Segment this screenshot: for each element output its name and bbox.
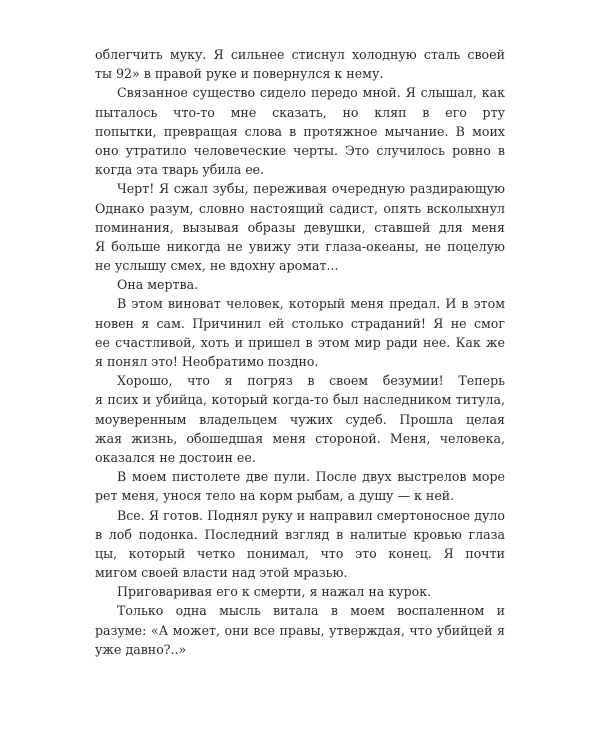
text-line: Я больше никогда не увижу эти глаза-океаны, не поцелую — [95, 238, 505, 254]
text-line: оказался не достоин ее. — [95, 449, 256, 465]
text-line: пыталось что-то мне сказать, но кляп в его рту — [95, 104, 505, 120]
paragraph — [95, 45, 505, 83]
text-line: жая жизнь, обошедшая меня стороной. Меня, человека, — [95, 430, 505, 446]
paragraph — [95, 275, 505, 294]
paragraph — [95, 506, 505, 583]
text-line: уже давно?..» — [95, 641, 187, 657]
paragraph — [95, 601, 505, 659]
text-line: Все. Я готов. Поднял руку и направил смертоносное дуло — [117, 507, 505, 523]
text-line: разуме: «А может, они все правы, утверждая, что убийцей я — [95, 622, 505, 638]
text-line: Связанное существо сидело передо мной. Я слышал, как — [117, 85, 505, 101]
text-line: когда эта тварь убила ее. — [95, 162, 265, 178]
text-line: попытки, превращая слова в протяжное мычание. В моих — [95, 123, 505, 139]
text-line: Приговаривая его к смерти, я нажал на курок. — [117, 584, 432, 600]
paragraph — [95, 467, 505, 505]
text-line: я понял это! Необратимо поздно. — [95, 354, 319, 369]
text-line: моуверенным владельцем чужих судеб. Прошла целая — [95, 411, 505, 427]
paragraph — [95, 294, 505, 371]
text-line: новен я сам. Причинил ей столько страданий! Я не смог — [95, 315, 505, 331]
text-line: Хорошо, что я погряз в своем безумии! Теперь — [117, 373, 505, 389]
text-line: мигом своей власти над этой мразью. — [95, 565, 348, 581]
text-line: оно утратило человеческие черты. Это случилось ровно в — [95, 142, 505, 158]
text-line: Однако разум, словно настоящий садист, опять всколыхнул — [95, 200, 505, 216]
text-line: Черт! Я сжал зубы, переживая очередную раздирающую — [117, 181, 505, 197]
text-line: не услышу смех, не вдохну аромат... — [95, 258, 339, 274]
paragraph — [95, 582, 505, 601]
paragraph — [95, 179, 505, 275]
text-line: В моем пистолете две пули. После двух выстрелов море — [117, 469, 505, 485]
text-line: цы, который четко понимал, что это конец. Я почти — [95, 545, 505, 561]
paragraph — [95, 83, 505, 179]
text-line: Только одна мысль витала в моем воспаленном и — [117, 603, 505, 619]
text-line: я псих и убийца, который когда-то был наследником титула, — [95, 392, 505, 408]
text-line: ты 92» в правой руке и повернулся к нему. — [95, 66, 384, 82]
paragraph — [95, 371, 505, 467]
text-line: рет меня, унося тело на корм рыбам, а душу — к ней. — [95, 488, 455, 504]
text-line: облегчить муку. Я сильнее стиснул холодную сталь своей — [95, 47, 505, 62]
text-line: ее счастливой, хоть и пришел в этом мир ради нее. Как же — [95, 334, 505, 350]
text-line: в лоб подонка. Последний взгляд в налитые кровью глаза — [95, 526, 505, 542]
text-line: поминания, вызывая образы девушки, ставшей для меня — [95, 219, 505, 235]
text-line: В этом виноват человек, который меня предал. И в этом — [117, 296, 505, 312]
page-body-text — [95, 45, 505, 659]
text-line: Она мертва. — [117, 277, 199, 293]
